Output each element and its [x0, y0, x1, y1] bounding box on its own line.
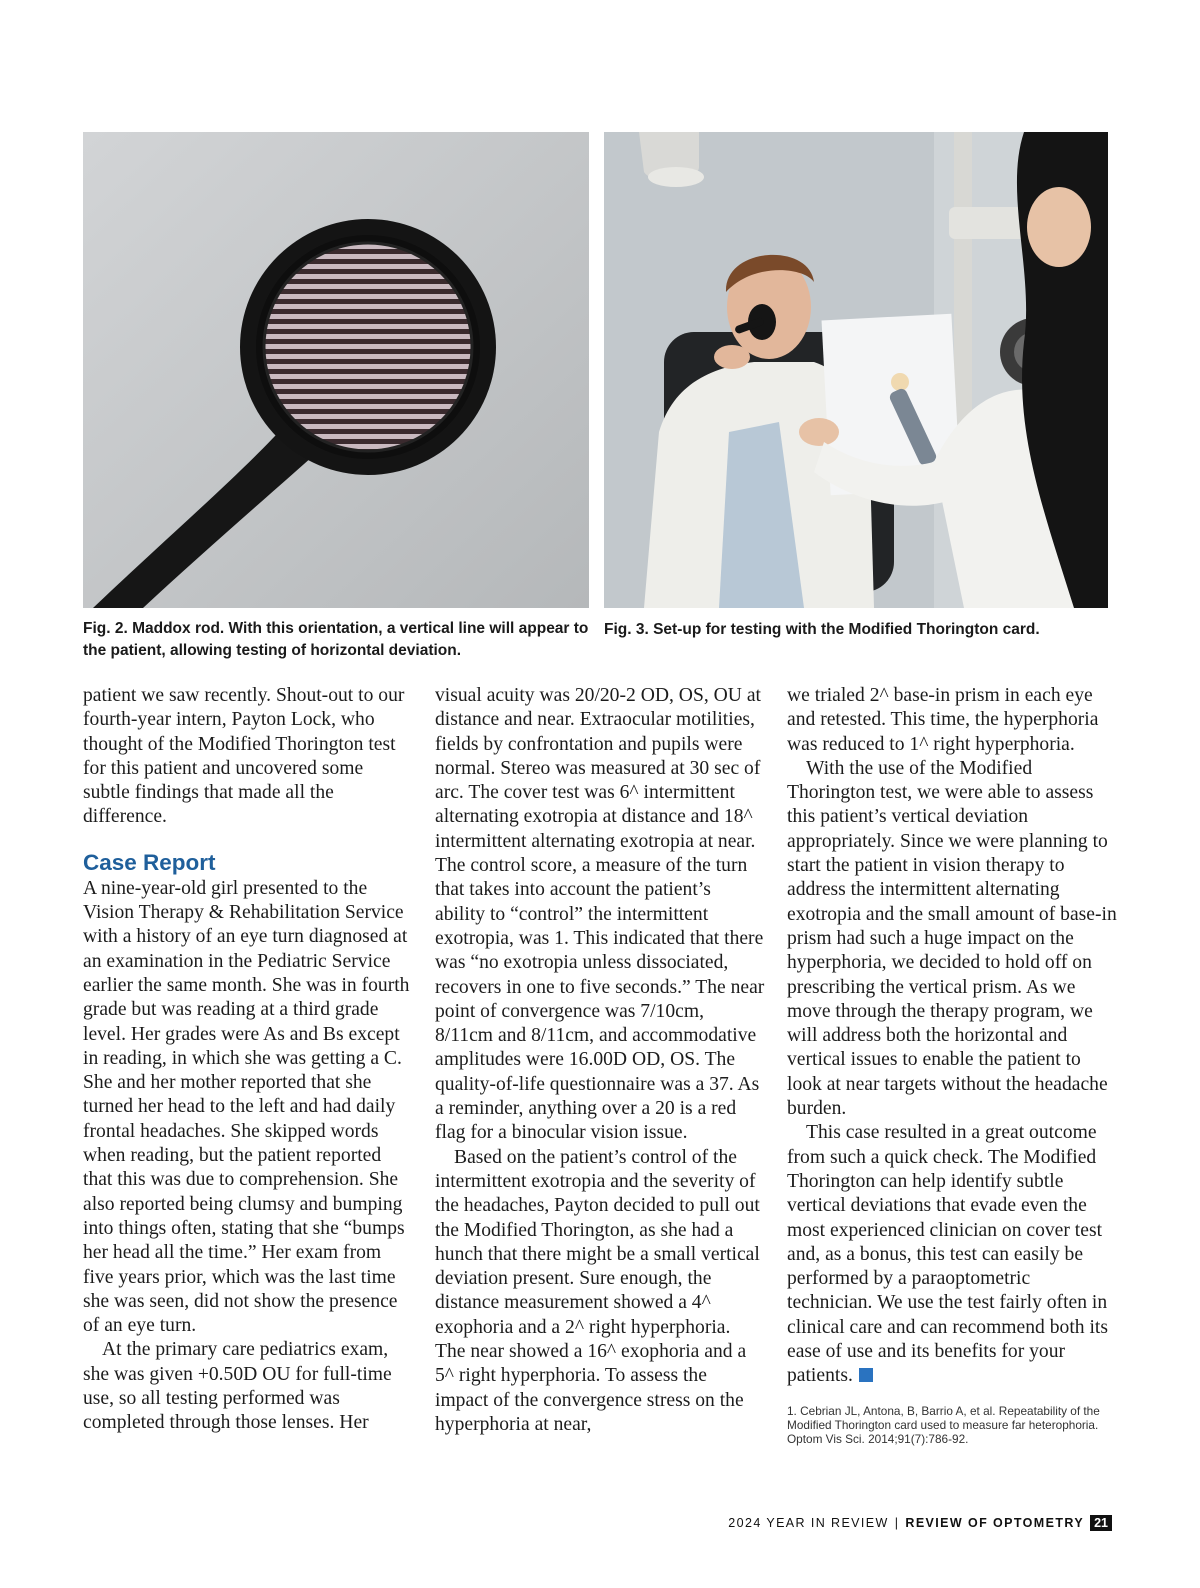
footer-issue: 2024 YEAR IN REVIEW [728, 1516, 889, 1530]
footer-separator: | [894, 1516, 900, 1530]
maddox-rod-ridge [253, 304, 483, 309]
paragraph: With the use of the Modified Thorington test, we were able to assess this patient’s vertical deviation appropriately. Since we were planning to start the patient in vision therapy to address the intermittent alternating exotropia and the small amount of base-in prism had such a huge impact on the hyperphoria, we decided to hold off on prescribing the vertical prism. As we move through the therapy program, we will address both the horizontal and vertical issues to enable the patient to look at near targets without the headache burden. [787, 757, 1117, 1120]
maddox-rod-ridge [253, 404, 483, 409]
paragraph: we trialed 2^ base-in prism in each eye and retested. This time, the hyperphoria was reduced to 1^ right hyperphoria. [787, 685, 1099, 755]
figure-thorington-setup [604, 132, 1108, 608]
article-column-1 [83, 684, 413, 1436]
paragraph: Based on the patient’s control of the intermittent exotropia and the severity of the headaches, Payton decided to pull out the Modified Thorington, as she had a hunch that there might be a small vertical deviation present. Sure enough, the distance measurement showed a 4^ exophoria and a 2^ right hyperphoria. The near showed a 16^ exophoria and a 5^ right hyperphoria. To assess the impact of the convergence stress on the hyperphoria at near, [435, 1146, 760, 1435]
figure-maddox-rod [83, 132, 589, 608]
maddox-rod-ridge [253, 284, 483, 289]
paragraph: At the primary care pediatrics exam, she was given +0.50D OU for full-time use, so all testing performed was completed through those lenses. Her [83, 1339, 392, 1434]
page-footer [728, 1515, 1112, 1531]
maddox-rod-ridge [253, 334, 483, 339]
paragraph: patient we saw recently. Shout-out to our fourth-year intern, Payton Lock, who thought of the Modified Thorington test for this patient and uncovered some subtle findings that made all the difference. [83, 685, 405, 828]
figure-3-caption: Fig. 3. Set-up for testing with the Modified Thorington card. [604, 621, 1040, 638]
maddox-rod-ridge [253, 354, 483, 359]
maddox-rod-ridge [253, 314, 483, 319]
maddox-rod-photo [83, 132, 589, 608]
paragraph-text: This case resulted in a great outcome from such a quick check. The Modified Thorington can help identify subtle vertical deviations that evade even the most experienced clinician on cover test and, as a bonus, this test can easily be performed by a paraoptometric technician. We use the test fairly often in clinical care and can recommend both its ease of use and its benefits for your patients. [787, 1122, 1108, 1387]
page-number: 21 [1090, 1515, 1112, 1531]
footer-magazine: REVIEW OF OPTOMETRY [905, 1516, 1085, 1530]
maddox-rod-ridge [253, 344, 483, 349]
maddox-rod-ridge [253, 394, 483, 399]
maddox-rod-ridge [253, 364, 483, 369]
maddox-rod-ridge [253, 384, 483, 389]
reference-1: 1. Cebrian JL, Antona, B, Barrio A, et al. Repeatability of the Modified Thorington card used to measure far heterophoria. Optom Vis Sci. 2014;91(7):786-92. [787, 1403, 1100, 1446]
section-heading-case-report: Case Report [83, 849, 216, 875]
article-column-2 [435, 684, 765, 1437]
paragraph: visual acuity was 20/20-2 OD, OS, OU at distance and near. Extraocular motilities, fields by confrontation and pupils were normal. Stereo was measured at 30 sec of arc. The cover test was 6^ intermittent alternating exotropia at distance and 18^ intermittent alternating exotropia at near. The control score, a measure of the turn that takes into account the patient’s ability to “control” the intermittent exotropia, was 1. This indicated that there was “no exotropia unless dissociated, recovers in one to five seconds.” The near point of convergence was 7/10cm, 8/11cm and 8/11cm, and accommodative amplitudes were 16.00D OD, OS. The quality-of-life questionnaire was a 37. As a reminder, anything over a 20 is a red flag for a binocular vision issue. [435, 685, 765, 1144]
maddox-rod-ridge [253, 294, 483, 299]
figure-2-caption: Fig. 2. Maddox rod. With this orientation, a vertical line will appear to the patient, allowing testing of horizontal deviation. [83, 620, 589, 659]
maddox-rod-ridge [253, 324, 483, 329]
article-column-3 [787, 684, 1117, 1446]
paragraph: A nine-year-old girl presented to the Vision Therapy & Rehabilitation Service with a history of an eye turn diagnosed at an examination in the Pediatric Service earlier the same month. She was in fourth grade but was reading at a third grade level. Her grades were As and Bs except in reading, in which she was getting a C. She and her mother reported that she turned her head to the left and had daily frontal headaches. She skipped words when reading, but the patient reported that this was due to comprehension. She also reported being clumsy and bumping into things often, stating that she “bumps her head all the time.” Her exam from five years prior, which was the last time she was seen, did not show the presence of an eye turn. [83, 877, 410, 1337]
thorington-setup-photo [604, 132, 1108, 608]
paragraph-final [787, 1121, 1117, 1388]
maddox-rod-ridge [253, 374, 483, 379]
end-of-article-square-icon [859, 1368, 873, 1382]
